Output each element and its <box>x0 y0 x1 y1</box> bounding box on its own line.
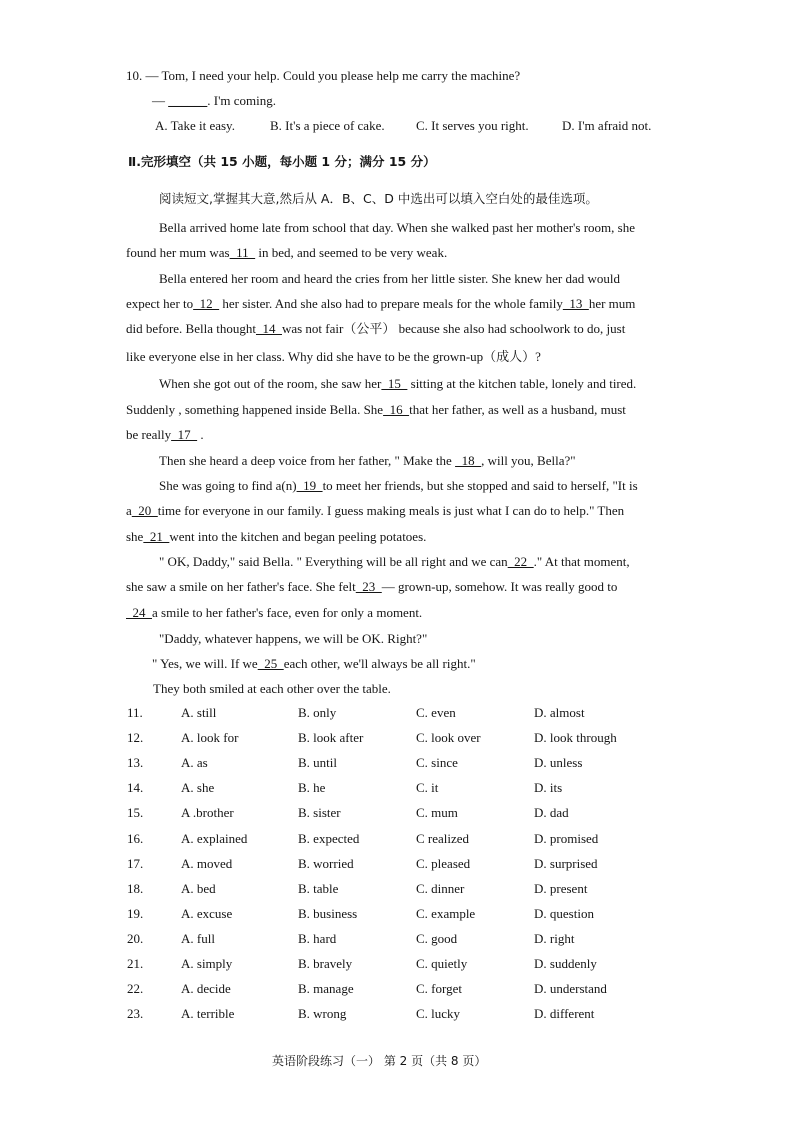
question-number: 18. <box>127 881 144 896</box>
option-d: D. different <box>534 1006 595 1021</box>
option-b: B. table <box>298 881 339 896</box>
passage-text: She was going to find a(n) <box>159 478 297 493</box>
passage-text: in bed, and seemed to be very weak. <box>255 245 448 260</box>
passage-line <box>153 680 391 698</box>
option-a: A. simply <box>181 956 233 971</box>
option-a: A. as <box>181 755 208 770</box>
cloze-blank: 22 <box>507 554 534 569</box>
section-heading: Ⅱ.完形填空（共 15 小题，每小题 1 分；满分 15 分） <box>128 154 436 169</box>
passage-text: . <box>197 427 204 442</box>
passage-line <box>126 348 541 366</box>
option-b: B. wrong <box>298 1006 347 1021</box>
cloze-blank: 24 <box>126 605 152 620</box>
page-footer: 英语阶段练习（一） 第 2 页（共 8 页） <box>272 1054 487 1068</box>
option-c: C. dinner <box>416 881 465 896</box>
passage-line <box>159 553 630 571</box>
passage-line <box>159 375 636 393</box>
cloze-blank: 11 <box>229 245 256 260</box>
passage-text: ." At that moment, <box>533 554 630 569</box>
option-b: B. sister <box>298 805 341 820</box>
question-number: 21. <box>127 956 144 971</box>
option-d: D. surprised <box>534 856 598 871</box>
cloze-blank: 25 <box>257 656 284 671</box>
q10-blank: ______ <box>168 93 208 108</box>
option-a: A. she <box>181 780 215 795</box>
option-d: D. suddenly <box>534 956 597 971</box>
q10-option-c: C. It serves you right. <box>416 118 529 133</box>
option-c: C. example <box>416 906 476 921</box>
question-number: 23. <box>127 1006 144 1021</box>
passage-line <box>159 452 576 470</box>
section-instruction: 阅读短文,掌握其大意,然后从 A．B、C、D 中选出可以填入空白处的最佳选项。 <box>159 191 598 206</box>
option-a: A. full <box>181 931 215 946</box>
option-d: D. understand <box>534 981 607 996</box>
cloze-blank: 18 <box>455 453 482 468</box>
passage-line <box>126 320 625 338</box>
option-a: A. bed <box>181 881 216 896</box>
option-c: C. look over <box>416 730 481 745</box>
passage-text: each other, we'll always be all right." <box>283 656 476 671</box>
option-a: A. still <box>181 705 217 720</box>
option-d: D. look through <box>534 730 617 745</box>
cloze-blank: 14 <box>255 321 282 336</box>
option-b: B. business <box>298 906 358 921</box>
q10-dash: — <box>152 93 169 108</box>
option-c: C. good <box>416 931 458 946</box>
passage-line <box>159 270 620 288</box>
option-d: D. right <box>534 931 575 946</box>
passage-text: " OK, Daddy," said Bella. " Everything will be all right and we can <box>159 554 508 569</box>
passage-text: time for everyone in our family. I guess making meals is just what I can do to help." Then <box>157 503 625 518</box>
q10-response <box>152 92 276 110</box>
option-a: A. explained <box>181 831 248 846</box>
passage-text: Bella entered her room and heard the cries from her little sister. She knew her dad would <box>159 271 620 286</box>
passage-text: to meet her friends, but she stopped and said to herself, "It is <box>322 478 638 493</box>
passage-text: a <box>126 503 132 518</box>
option-d: D. almost <box>534 705 585 720</box>
q10-prompt: 10. — Tom, I need your help. Could you please help me carry the machine? <box>126 68 521 83</box>
question-number: 22. <box>127 981 144 996</box>
passage-line <box>126 401 626 419</box>
option-b: B. hard <box>298 931 337 946</box>
option-b: B. expected <box>298 831 360 846</box>
cloze-blank: 20 <box>131 503 158 518</box>
passage-line <box>159 630 427 648</box>
cloze-blank: 13 <box>562 296 589 311</box>
option-c: C. forget <box>416 981 462 996</box>
passage-text: , will you, Bella?" <box>481 453 576 468</box>
passage-line <box>126 244 447 262</box>
cloze-blank: 15 <box>381 376 408 391</box>
passage-text: her sister. And she also had to prepare meals for the whole family <box>219 296 563 311</box>
question-number: 20. <box>127 931 144 946</box>
passage-text: was not fair（公平） because she also had schoolwork to do, just <box>281 321 626 336</box>
question-number: 17. <box>127 856 144 871</box>
q10-option-b: B. It's a piece of cake. <box>270 118 385 133</box>
cloze-blank: 12 <box>193 296 220 311</box>
cloze-blank: 21 <box>143 529 170 544</box>
question-number: 19. <box>127 906 144 921</box>
option-b: B. look after <box>298 730 364 745</box>
passage-text: her mum <box>588 296 636 311</box>
option-c: C. lucky <box>416 1006 461 1021</box>
cloze-blank: 23 <box>355 579 382 594</box>
passage-text: Bella arrived home late from school that day. When she walked past her mother's room, she <box>159 220 635 235</box>
passage-line <box>126 528 426 546</box>
passage-text: sitting at the kitchen table, lonely and tired. <box>407 376 637 391</box>
q10-option-a: A. Take it easy. <box>155 118 235 133</box>
cloze-blank: 17 <box>171 427 198 442</box>
option-d: D. dad <box>534 805 569 820</box>
option-b: B. worried <box>298 856 354 871</box>
passage-text: They both smiled at each other over the table. <box>153 681 391 696</box>
passage-text: When she got out of the room, she saw her <box>159 376 382 391</box>
question-number: 16. <box>127 831 144 846</box>
passage-line <box>152 655 476 673</box>
passage-line <box>126 502 624 520</box>
passage-text: expect her to <box>126 296 194 311</box>
option-c: C. quietly <box>416 956 468 971</box>
option-a: A. decide <box>181 981 231 996</box>
question-number: 11. <box>127 705 143 720</box>
option-c: C. mum <box>416 805 458 820</box>
passage-text: be really <box>126 427 172 442</box>
option-c: C. it <box>416 780 439 795</box>
passage-line <box>159 219 635 237</box>
option-d: D. unless <box>534 755 583 770</box>
option-b: B. only <box>298 705 337 720</box>
passage-text: "Daddy, whatever happens, we will be OK. Right?" <box>159 631 428 646</box>
passage-line <box>126 295 635 313</box>
option-a: A .brother <box>181 805 234 820</box>
passage-text: she <box>126 529 144 544</box>
option-b: B. manage <box>298 981 354 996</box>
option-a: A. terrible <box>181 1006 235 1021</box>
option-a: A. look for <box>181 730 239 745</box>
option-d: D. promised <box>534 831 599 846</box>
passage-text: like everyone else in her class. Why did she have to be the grown-up（成人）? <box>126 349 541 364</box>
option-d: D. its <box>534 780 563 795</box>
passage-text: went into the kitchen and began peeling potatoes. <box>169 529 427 544</box>
passage-text: Suddenly , something happened inside Bella. She <box>126 402 384 417</box>
passage-text: a smile to her father's face, even for only a moment. <box>152 605 423 620</box>
option-c: C. pleased <box>416 856 471 871</box>
option-c: C. since <box>416 755 458 770</box>
passage-line <box>126 578 617 596</box>
question-number: 12. <box>127 730 144 745</box>
passage-text: — grown-up, somehow. It was really good to <box>381 579 618 594</box>
passage-line <box>126 426 204 444</box>
passage-text: " Yes, we will. If we <box>152 656 258 671</box>
q10-response-text: . I'm coming. <box>207 93 277 108</box>
passage-line <box>126 604 422 622</box>
cloze-blank: 16 <box>383 402 410 417</box>
passage-text: Then she heard a deep voice from her father, " Make the <box>159 453 456 468</box>
cloze-blank: 19 <box>296 478 323 493</box>
passage-line <box>159 477 638 495</box>
passage-text: she saw a smile on her father's face. She felt <box>126 579 356 594</box>
question-number: 14. <box>127 780 144 795</box>
question-number: 13. <box>127 755 144 770</box>
option-a: A. moved <box>181 856 233 871</box>
option-c: C realized <box>416 831 470 846</box>
option-c: C. even <box>416 705 456 720</box>
option-d: D. question <box>534 906 594 921</box>
option-b: B. bravely <box>298 956 353 971</box>
option-b: B. he <box>298 780 326 795</box>
option-b: B. until <box>298 755 338 770</box>
q10-option-d: D. I'm afraid not. <box>562 118 652 133</box>
passage-text: found her mum was <box>126 245 230 260</box>
question-number: 15. <box>127 805 144 820</box>
passage-text: that her father, as well as a husband, must <box>409 402 626 417</box>
passage-text: did before. Bella thought <box>126 321 256 336</box>
option-d: D. present <box>534 881 588 896</box>
option-a: A. excuse <box>181 906 233 921</box>
